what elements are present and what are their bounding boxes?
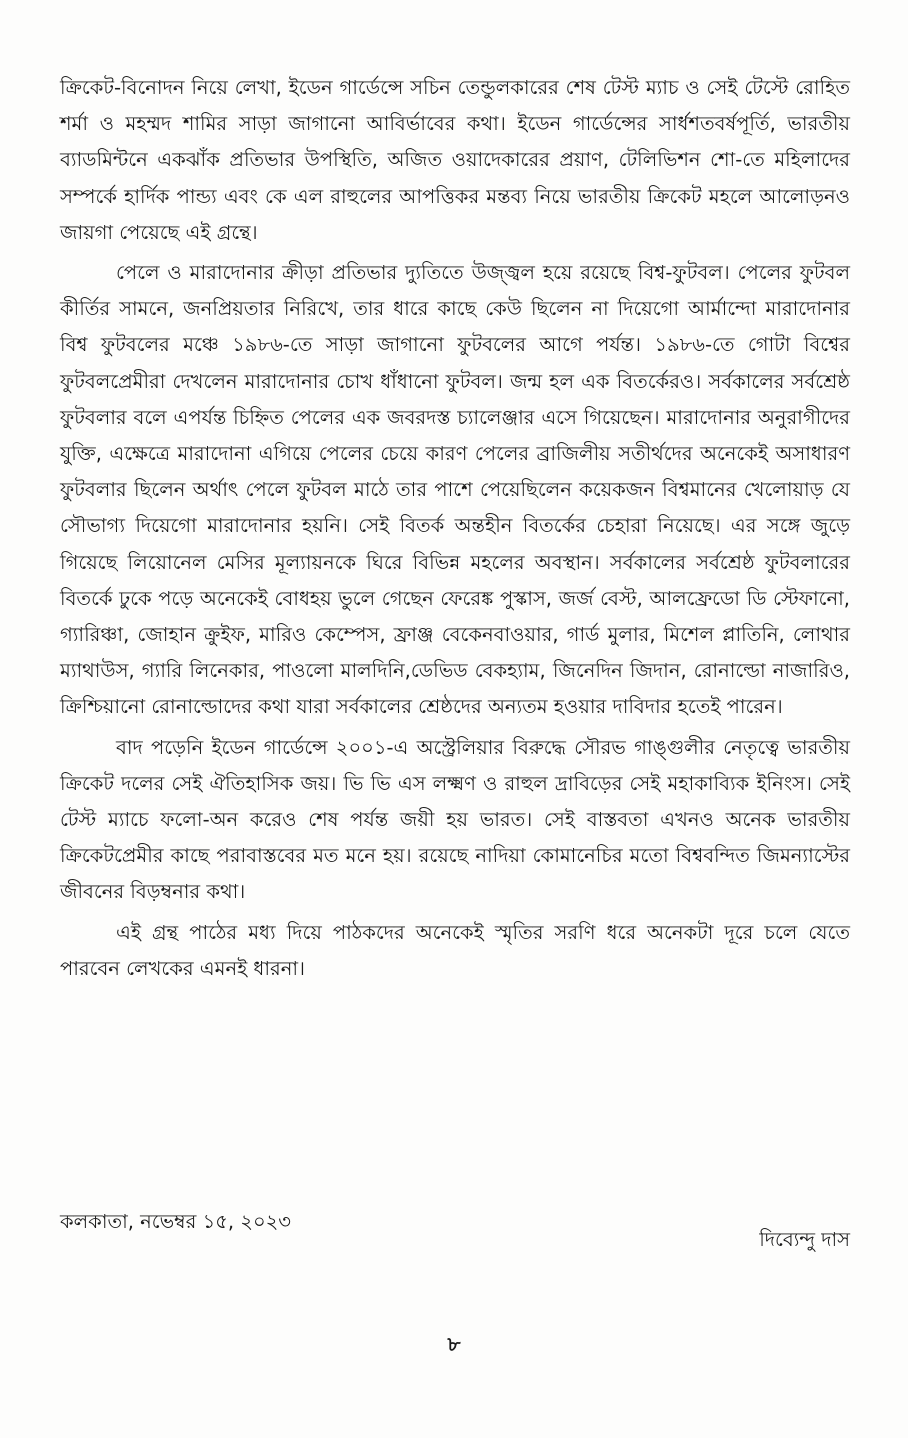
paragraph-cricket-events: ক্রিকেট-বিনোদন নিয়ে লেখা, ইডেন গার্ডেন্সে সচিন তেন্ডুলকারের শেষ টেস্ট ম্যাচ ও সেই টেস্টে রোহিত শর্মা ও মহম্মদ শামির সাড়া জাগানো আবির্ভাবের কথা। ইডেন গার্ডেন্সের সার্ধশতবর্ষপূর্তি, ভারতীয় ব্যাডমিন্টনে একঝাঁক প্রতিভার উপস্থিতি, অজিত ওয়াদেকারের প্রয়াণ, টেলিভিশন শো-তে মহিলাদের সম্পর্কে হার্দিক পান্ড্য এবং কে এল রাহুলের আপত্তিকর মন্তব্য নিয়ে ভারতীয় ক্রিকেট মহলে আলোড়নও জায়গা পেয়েছে এই গ্রন্থে।	[60, 76, 850, 244]
signoff	[60, 1208, 850, 1252]
preface-body	[60, 70, 850, 991]
paragraph-football-debate: পেলে ও মারাদোনার ক্রীড়া প্রতিভার দ্যুতিতে উজ্জ্বল হয়ে রয়েছে বিশ্ব-ফুটবল। পেলের ফুটবল কীর্তির সামনে, জনপ্রিয়তার নিরিখে, তার ধারে কাছে কেউ ছিলেন না দিয়েগো আর্মান্দো মারাদোনার বিশ্ব ফুটবলের মঞ্চে ১৯৮৬-তে সাড়া জাগানো ফুটবলের আগে পর্যন্ত। ১৯৮৬-তে গোটা বিশ্বের ফুটবলপ্রেমীরা দেখলেন মারাদোনার চোখ ধাঁধানো ফুটবল। জন্ম হল এক বিতর্কেরও। সর্বকালের সর্বশ্রেষ্ঠ ফুটবলার বলে এপর্যন্ত চিহ্নিত পেলের এক জবরদস্ত চ্যালেঞ্জার এসে গিয়েছেন। মারাদোনার অনুরাগীদের যুক্তি, এক্ষেত্রে মারাদোনা এগিয়ে পেলের চেয়ে কারণ পেলের ব্রাজিলীয় সতীর্থদের অনেকেই অসাধারণ ফুটবলার ছিলেন অর্থাৎ পেলে ফুটবল মাঠে তার পাশে পেয়েছিলেন কয়েকজন বিশ্বমানের খেলোয়াড় যে সৌভাগ্য দিয়েগো মারাদোনার হয়নি। সেই বিতর্ক অন্তহীন বিতর্কের চেহারা নিয়েছে। এর সঙ্গে জুড়ে গিয়েছে লিয়োনেল মেসির মূল্যায়নকে ঘিরে বিভিন্ন মহলের অবস্থান। সর্বকালের সর্বশ্রেষ্ঠ ফুটবলারের বিতর্কে ঢুকে পড়ে অনেকেই বোধহয় ভুলে গেছেন ফেরেঙ্ক পুস্কাস, জর্জ বেস্ট, আলফ্রেডো ডি স্টেফানো, গ্যারিঞ্চা, জোহান ক্রুইফ, মারিও কেম্পেস, ফ্রাঞ্জ বেকেনবাওয়ার, গার্ড মুলার, মিশেল প্লাতিনি, লোথার ম্যাথাউস, গ্যারি লিনেকার, পাওলো মালদিনি,ডেভিড বেকহ্যাম, জিনেদিন জিদান, রোনাল্ডো নাজারিও, ক্রিশ্চিয়ানো রোনাল্ডোদের কথা যারা সর্বকালের শ্রেষ্ঠদের অন্যতম হওয়ার দাবিদার হতেই পারেন।	[60, 261, 851, 719]
author-name: দিব্যেন্দু দাস	[759, 1228, 850, 1251]
place-date: কলকাতা, নভেম্বর ১৫, ২০২৩	[60, 1210, 291, 1233]
paragraph-closing-note: এই গ্রন্থ পাঠের মধ্য দিয়ে পাঠকদের অনেকেই স্মৃতির সরণি ধরে অনেকটা দূরে চলে যেতে পারবেন লেখকের এমনই ধারনা।	[60, 920, 850, 980]
page-number: ৮	[447, 1332, 461, 1356]
paragraph-eden-2001: বাদ পড়েনি ইডেন গার্ডেন্সে ২০০১-এ অস্ট্রেলিয়ার বিরুদ্ধে সৌরভ গাঙ্গুলীর নেতৃত্বে ভারতীয় ক্রিকেট দলের সেই ঐতিহাসিক জয়। ভি ভি এস লক্ষ্মণ ও রাহুল দ্রাবিড়ের সেই মহাকাব্যিক ইনিংস। সেই টেস্ট ম্যাচে ফলো-অন করেও শেষ পর্যন্ত জয়ী হয় ভারত। সেই বাস্তবতা এখনও অনেক ভারতীয় ক্রিকেটপ্রেমীর কাছে পরাবাস্তবের মত মনে হয়। রয়েছে নাদিয়া কোমানেচির মতো বিশ্ববন্দিত জিমন্যাস্টের জীবনের বিড়ম্বনার কথা।	[60, 735, 850, 904]
